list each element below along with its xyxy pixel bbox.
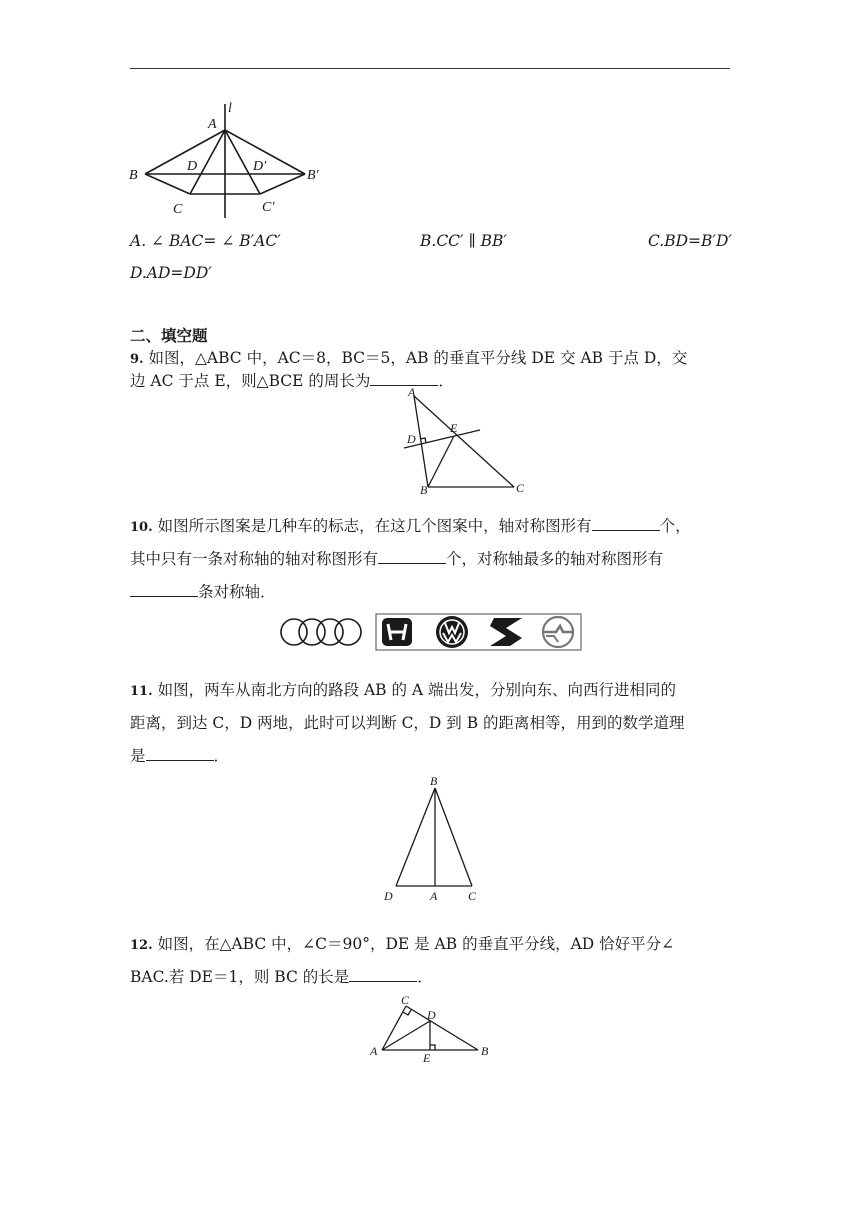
label-A: A bbox=[408, 385, 416, 399]
label-B: B bbox=[129, 168, 138, 183]
segment-BC bbox=[145, 174, 190, 194]
header-rule bbox=[130, 68, 730, 69]
label-C: C bbox=[173, 202, 183, 217]
right-angle-mark-E bbox=[430, 1045, 435, 1050]
q12-answer-blank[interactable] bbox=[349, 967, 417, 982]
q8-option-b: B.CC′ ∥ BB′ bbox=[420, 232, 507, 250]
q9-text-2: 边 AC 于点 E，则△BCE 的周长为 bbox=[130, 372, 371, 390]
segment-B2C2 bbox=[260, 174, 305, 194]
suzuki-logo-icon bbox=[490, 618, 522, 646]
label-D-prime: D′ bbox=[253, 159, 267, 174]
label-B: B bbox=[430, 774, 438, 788]
q9-text-end: ． bbox=[438, 372, 454, 390]
label-D: D bbox=[384, 889, 393, 903]
q10-answer-blank-1[interactable] bbox=[592, 516, 660, 531]
label-E: E bbox=[450, 421, 458, 435]
q12-line1 bbox=[130, 934, 674, 956]
q9-number: 9. bbox=[130, 352, 144, 367]
q10-line1 bbox=[130, 516, 691, 538]
honda-logo-icon bbox=[382, 618, 412, 646]
q10-text-3: 条对称轴． bbox=[198, 583, 276, 601]
q10-number: 10. bbox=[130, 520, 153, 535]
label-A: A bbox=[370, 1044, 378, 1058]
q11-line3 bbox=[130, 746, 229, 766]
q12-text-2b: ． bbox=[417, 968, 433, 986]
label-E: E bbox=[423, 1051, 431, 1065]
q11-line1 bbox=[130, 680, 676, 702]
q9-line1 bbox=[130, 348, 687, 370]
label-D: D bbox=[187, 159, 198, 174]
segment-BC bbox=[435, 788, 472, 886]
q8-option-d: D.AD=DD′ bbox=[130, 264, 212, 282]
audi-logo-icon bbox=[281, 619, 361, 645]
q8-option-a: A. ∠ BAC= ∠ B′AC′ bbox=[130, 232, 281, 250]
q12-figure bbox=[366, 992, 496, 1066]
segment-BD bbox=[396, 788, 435, 886]
q10-answer-blank-3[interactable] bbox=[130, 582, 198, 597]
car-logos bbox=[278, 612, 584, 652]
label-D: D bbox=[407, 432, 416, 446]
q11-text-3: 是 bbox=[130, 747, 146, 765]
q10-text-2b: 个，对称轴最多的轴对称图形有 bbox=[446, 550, 664, 568]
label-C: C bbox=[516, 481, 525, 495]
q11-number: 11. bbox=[130, 684, 153, 699]
label-A: A bbox=[430, 889, 438, 903]
label-B-prime: B′ bbox=[307, 168, 319, 183]
q12-line2 bbox=[130, 967, 433, 987]
q9-figure bbox=[398, 384, 538, 499]
label-D: D bbox=[427, 1008, 436, 1022]
q11-line2: 距离，到达 C，D 两地，此时可以判断 C，D 到 B 的距离相等，用到的数学道理 bbox=[130, 714, 685, 732]
q9-text-1: 如图，△ABC 中，AC＝8，BC＝5，AB 的垂直平分线 DE 交 AB 于点 D，交 bbox=[148, 349, 688, 367]
section-title: 二、填空题 bbox=[130, 326, 208, 345]
label-B: B bbox=[420, 483, 428, 497]
q10-text-1: 如图所示图案是几种车的标志，在这几个图案中，轴对称图形有 bbox=[157, 517, 592, 535]
label-B: B bbox=[481, 1044, 489, 1058]
q10-answer-blank-2[interactable] bbox=[378, 549, 446, 564]
q11-figure bbox=[380, 774, 492, 904]
label-A: A bbox=[208, 117, 217, 132]
q10-text-1b: 个， bbox=[659, 517, 691, 535]
label-C: C bbox=[401, 993, 410, 1007]
q10-line2 bbox=[130, 549, 663, 569]
q12-number: 12. bbox=[130, 938, 153, 953]
q8-option-c: C.BD=B′D′ bbox=[648, 232, 732, 250]
q10-text-2: 其中只有一条对称轴的轴对称图形有 bbox=[130, 550, 379, 568]
label-l: l bbox=[228, 101, 232, 116]
volkswagen-logo-icon bbox=[436, 616, 468, 648]
label-C: C bbox=[468, 889, 477, 903]
q11-answer-blank[interactable] bbox=[146, 746, 214, 761]
segment-BE bbox=[428, 436, 454, 487]
opel-logo-icon bbox=[543, 617, 573, 647]
q12-text-2: BAC.若 DE＝1，则 BC 的长是 bbox=[130, 968, 350, 986]
label-C-prime: C′ bbox=[262, 200, 275, 215]
q11-text-1: 如图，两车从南北方向的路段 AB 的 A 端出发，分别向东、向西行进相同的 bbox=[157, 681, 677, 699]
q12-text-1: 如图，在△ABC 中，∠C＝90°，DE 是 AB 的垂直平分线，AD 恰好平分∠ bbox=[157, 935, 675, 953]
segment-CB bbox=[406, 1006, 478, 1050]
right-angle-mark-C bbox=[403, 1010, 411, 1015]
q10-line3 bbox=[130, 582, 276, 602]
q11-text-3b: ． bbox=[213, 747, 230, 765]
q8-figure bbox=[125, 98, 330, 223]
